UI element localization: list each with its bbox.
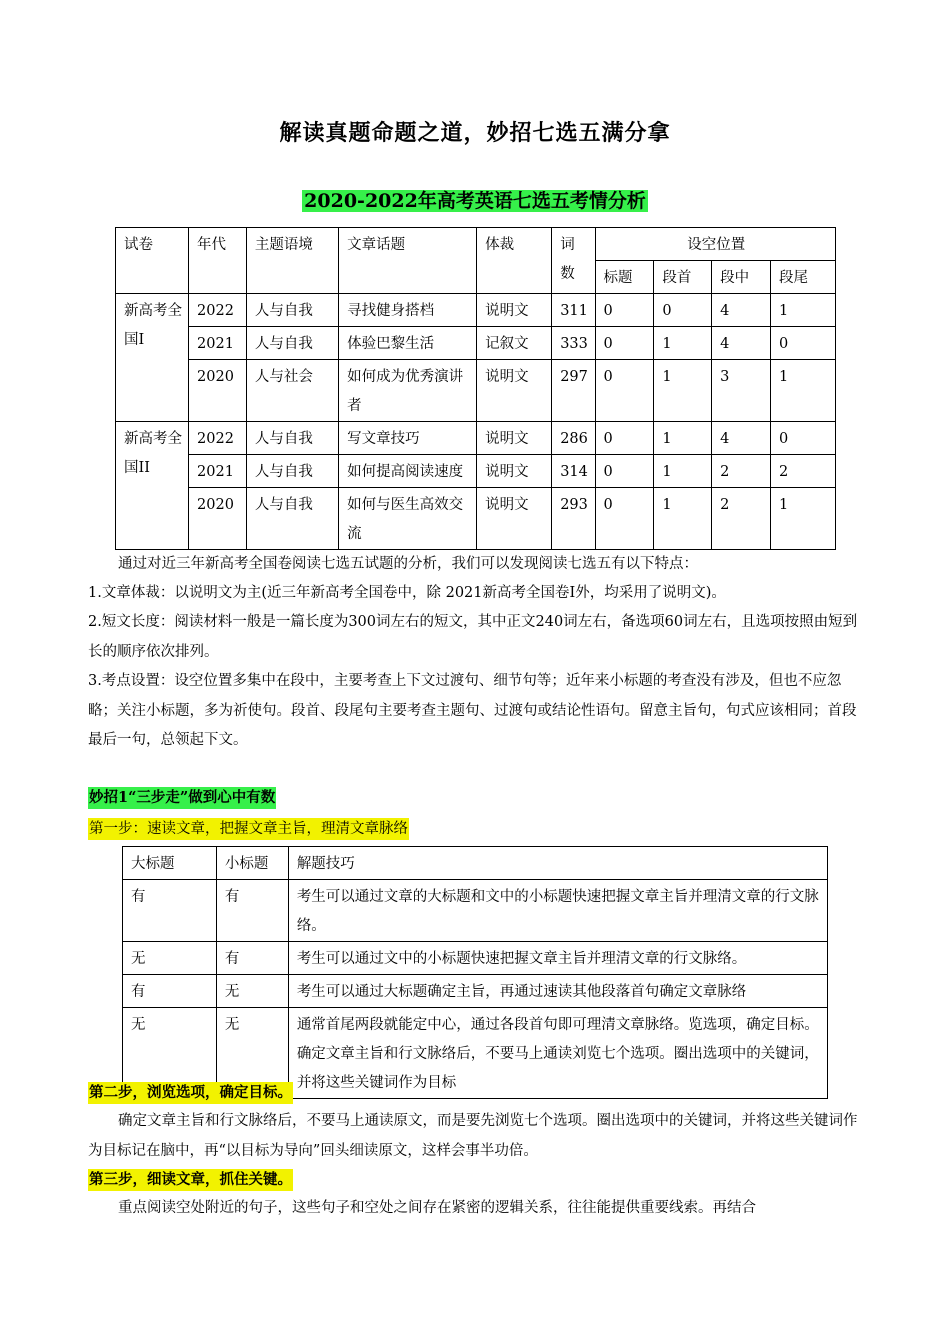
header-cell: 标题 (595, 261, 654, 294)
table-cell: 1 (770, 488, 835, 550)
header-cell: 段中 (712, 261, 771, 294)
method-heading: 妙招1“三步走”做到心中有数 (88, 787, 276, 809)
table-cell: 考生可以通过文中的小标题快速把握文章主旨并理清文章的行文脉络。 (288, 942, 827, 975)
table-cell: 0 (595, 327, 654, 360)
table-cell: 有 (123, 975, 217, 1008)
table-cell: 无 (216, 975, 288, 1008)
header-cell: 段首 (654, 261, 712, 294)
section-subtitle: 2020-2022年高考英语七选五考情分析 (304, 190, 646, 212)
table-cell: 0 (595, 422, 654, 455)
table-cell: 1 (654, 488, 712, 550)
table-row (116, 455, 836, 488)
header-cell: 解题技巧 (288, 847, 827, 880)
table-cell: 人与自我 (246, 327, 338, 360)
table-cell: 说明文 (477, 488, 552, 550)
table-cell: 314 (552, 455, 595, 488)
table-cell: 无 (216, 1008, 288, 1099)
table-cell: 0 (654, 294, 712, 327)
step-2-heading: 第二步，浏览选项，确定目标。 (88, 1082, 293, 1104)
table-cell: 人与自我 (246, 422, 338, 455)
table-cell: 考生可以通过文章的大标题和文中的小标题快速把握文章主旨并理清文章的行文脉络。 (288, 880, 827, 942)
table-cell: 说明文 (477, 422, 552, 455)
header-cell: 词数 (552, 228, 595, 294)
table-cell: 2022 (189, 422, 247, 455)
table-cell: 2 (712, 455, 771, 488)
table-cell: 4 (712, 327, 771, 360)
header-cell: 体裁 (477, 228, 552, 294)
step-3-text: 重点阅读空处附近的句子，这些句子和空处之间存在紧密的逻辑关系，往往能提供重要线索。再结合 (118, 1200, 756, 1216)
analysis-point-3: 3.考点设置：设空位置多集中在段中，主要考查上下文过渡句、细节句等；近年来小标题的考查没有涉及，但也不应忽略；关注小标题，多为祈使句。段首、段尾句主要考查主题句、过渡句或结论性语句。留意主旨句，句式应该相同；首段最后一句，总领起下文。 (88, 673, 857, 748)
table-row (123, 880, 828, 942)
table-cell: 说明文 (477, 360, 552, 422)
table-cell: 说明文 (477, 455, 552, 488)
table-cell: 有 (123, 880, 217, 942)
table-row (116, 294, 836, 327)
table-cell: 通常首尾两段就能定中心，通过各段首句即可理清文章脉络。览选项，确定目标。确定文章主旨和行文脉络后，不要马上通读刘览七个选项。圈出选项中的关键词，并将这些关键词作为目标 (288, 1008, 827, 1099)
table-header-row (116, 228, 836, 261)
paper-cell: 新高考全国II (116, 422, 189, 550)
table-cell: 无 (123, 942, 217, 975)
table-cell: 无 (123, 1008, 217, 1099)
table-cell: 2021 (189, 455, 247, 488)
table-row (116, 327, 836, 360)
table-cell: 如何提高阅读速度 (339, 455, 477, 488)
table-cell: 写文章技巧 (339, 422, 477, 455)
table-cell: 286 (552, 422, 595, 455)
table-cell: 有 (216, 880, 288, 942)
table-cell: 人与社会 (246, 360, 338, 422)
table-cell: 2 (712, 488, 771, 550)
page-title: 解读真题命题之道，妙招七选五满分拿 (279, 120, 671, 146)
step-2-text: 确定文章主旨和行文脉络后，不要马上通读原文，而是要先浏览七个选项。圈出选项中的关键词，并将这些关键词作为目标记在脑中，再“以目标为导向”回头细读原文，这样会事半功倍。 (88, 1113, 858, 1159)
table-cell: 4 (712, 422, 771, 455)
paper-cell: 新高考全国I (116, 294, 189, 422)
header-cell: 段尾 (770, 261, 835, 294)
table-cell: 人与自我 (246, 294, 338, 327)
table-row (123, 975, 828, 1008)
table-cell: 0 (595, 294, 654, 327)
analysis-point-2: 2.短文长度：阅读材料一般是一篇长度为300词左右的短文，其中正文240词左右，备选项60词左右，且选项按照由短到长的顺序依次排列。 (88, 614, 858, 660)
table-cell: 记叙文 (477, 327, 552, 360)
table-cell: 1 (654, 327, 712, 360)
table-header-row (123, 847, 828, 880)
header-cell: 小标题 (216, 847, 288, 880)
table-cell: 2020 (189, 488, 247, 550)
table-cell: 333 (552, 327, 595, 360)
table-cell: 2020 (189, 360, 247, 422)
table-cell: 如何成为优秀演讲者 (339, 360, 477, 422)
analysis-point-1: 1.文章体裁：以说明文为主(近三年新高考全国卷中，除 2021新高考全国卷Ⅰ外，均采用了说明文)。 (88, 585, 726, 601)
table-cell: 0 (595, 455, 654, 488)
header-cell: 文章话题 (339, 228, 477, 294)
table-cell: 2021 (189, 327, 247, 360)
exam-analysis-table (115, 227, 836, 550)
table-row (116, 488, 836, 550)
table-row (116, 360, 836, 422)
table-cell: 3 (712, 360, 771, 422)
table-cell: 0 (595, 488, 654, 550)
table-row (116, 422, 836, 455)
step-1-heading: 第一步：速读文章，把握文章主旨，理清文章脉络 (88, 818, 409, 840)
header-cell: 试卷 (116, 228, 189, 294)
table-cell: 0 (770, 327, 835, 360)
header-cell: 主题语境 (246, 228, 338, 294)
table-cell: 293 (552, 488, 595, 550)
table-cell: 1 (654, 422, 712, 455)
table-cell: 0 (595, 360, 654, 422)
table-cell: 有 (216, 942, 288, 975)
header-cell: 年代 (189, 228, 247, 294)
table-cell: 311 (552, 294, 595, 327)
table-cell: 寻找健身搭档 (339, 294, 477, 327)
table-cell: 4 (712, 294, 771, 327)
table-cell: 1 (654, 455, 712, 488)
analysis-intro: 通过对近三年新高考全国卷阅读七选五试题的分析，我们可以发现阅读七选五有以下特点： (118, 556, 698, 572)
table-cell: 说明文 (477, 294, 552, 327)
subtitle-wrap (0, 186, 950, 213)
header-cell: 大标题 (123, 847, 217, 880)
table-cell: 297 (552, 360, 595, 422)
table-cell: 考生可以通过大标题确定主旨，再通过速读其他段落首句确定文章脉络 (288, 975, 827, 1008)
reading-strategy-table (122, 846, 828, 1099)
table-cell: 2022 (189, 294, 247, 327)
table-cell: 1 (770, 294, 835, 327)
table-cell: 如何与医生高效交流 (339, 488, 477, 550)
step-3-heading: 第三步，细读文章，抓住关键。 (88, 1169, 293, 1191)
table-cell: 人与自我 (246, 488, 338, 550)
table-row (123, 942, 828, 975)
header-cell: 设空位置 (595, 228, 836, 261)
table-cell: 1 (654, 360, 712, 422)
table-cell: 体验巴黎生活 (339, 327, 477, 360)
table-cell: 0 (770, 422, 835, 455)
table-cell: 2 (770, 455, 835, 488)
table-cell: 人与自我 (246, 455, 338, 488)
table-cell: 1 (770, 360, 835, 422)
